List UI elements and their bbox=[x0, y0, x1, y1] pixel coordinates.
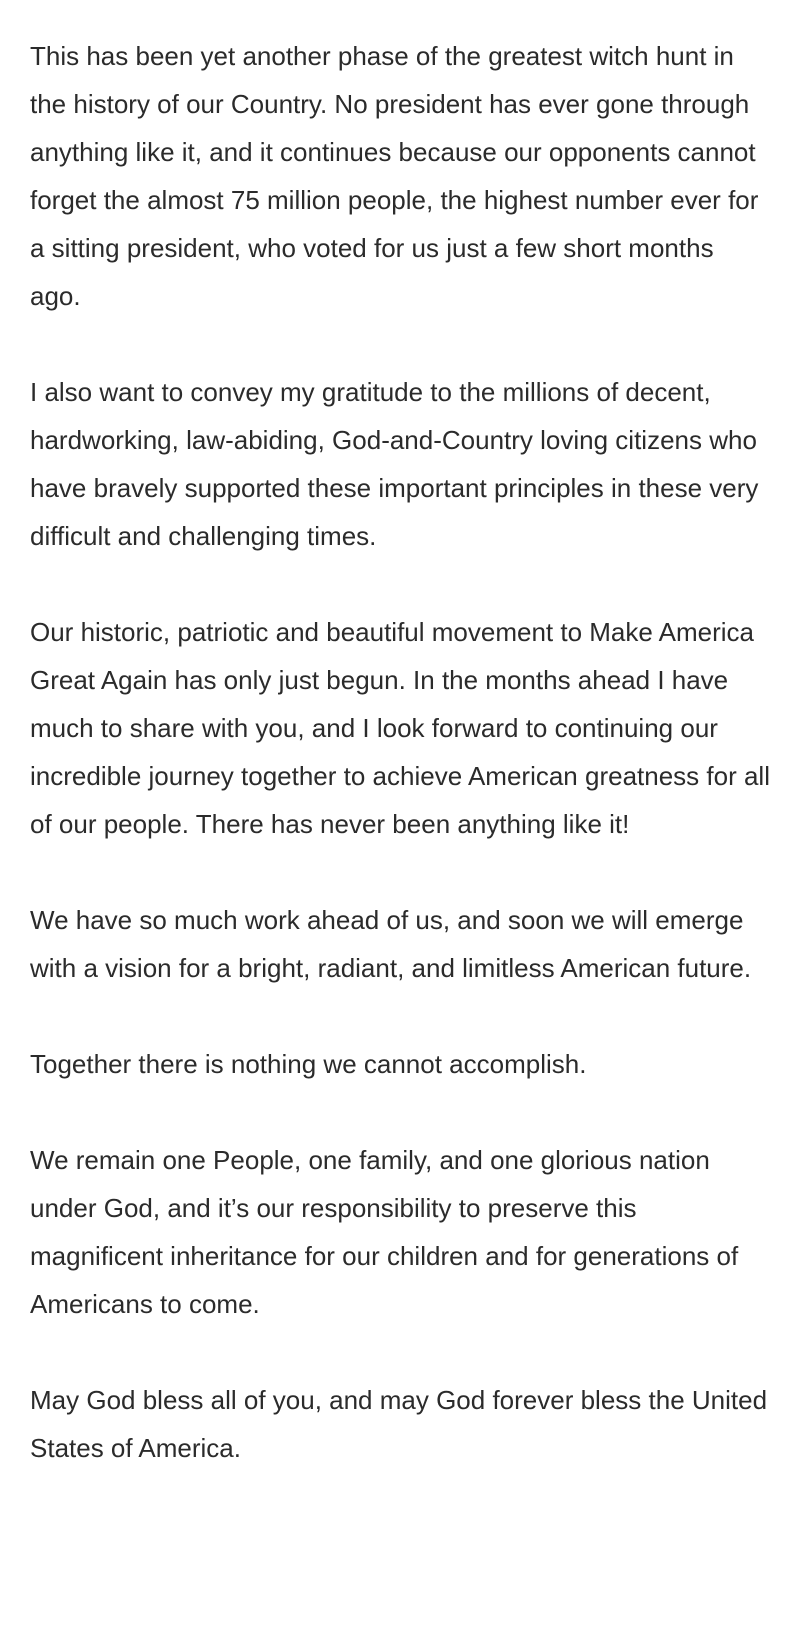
paragraph-one-people: We remain one People, one family, and one glorious nation under God, and it’s our responsibility to preserve this magnificent inheritance for our children and for generations of Americans to come. bbox=[30, 1145, 739, 1319]
paragraph-work-ahead: We have so much work ahead of us, and soon we will emerge with a vision for a bright, radiant, and limitless American future. bbox=[30, 905, 752, 983]
paragraph-blessing: May God bless all of you, and may God forever bless the United States of America. bbox=[30, 1385, 768, 1463]
paragraph-witch-hunt: This has been yet another phase of the greatest witch hunt in the history of our Country. No president has ever gone through anything like it, and it continues because our opponents cannot forget the almost 75 million people, the highest number ever for a sitting president, who voted for us just a few short months ago. bbox=[30, 41, 759, 311]
paragraph-together: Together there is nothing we cannot accomplish. bbox=[30, 1049, 587, 1079]
paragraph-gratitude: I also want to convey my gratitude to the millions of decent, hardworking, law-abiding, God-and-Country loving citizens who have bravely supported these important principles in these very difficult and challenging times. bbox=[30, 377, 759, 551]
paragraph-movement: Our historic, patriotic and beautiful movement to Make America Great Again has only just begun. In the months ahead I have much to share with you, and I look forward to continuing our incredible journey together to achieve American greatness for all of our people. There has never been anything like it! bbox=[30, 617, 770, 839]
